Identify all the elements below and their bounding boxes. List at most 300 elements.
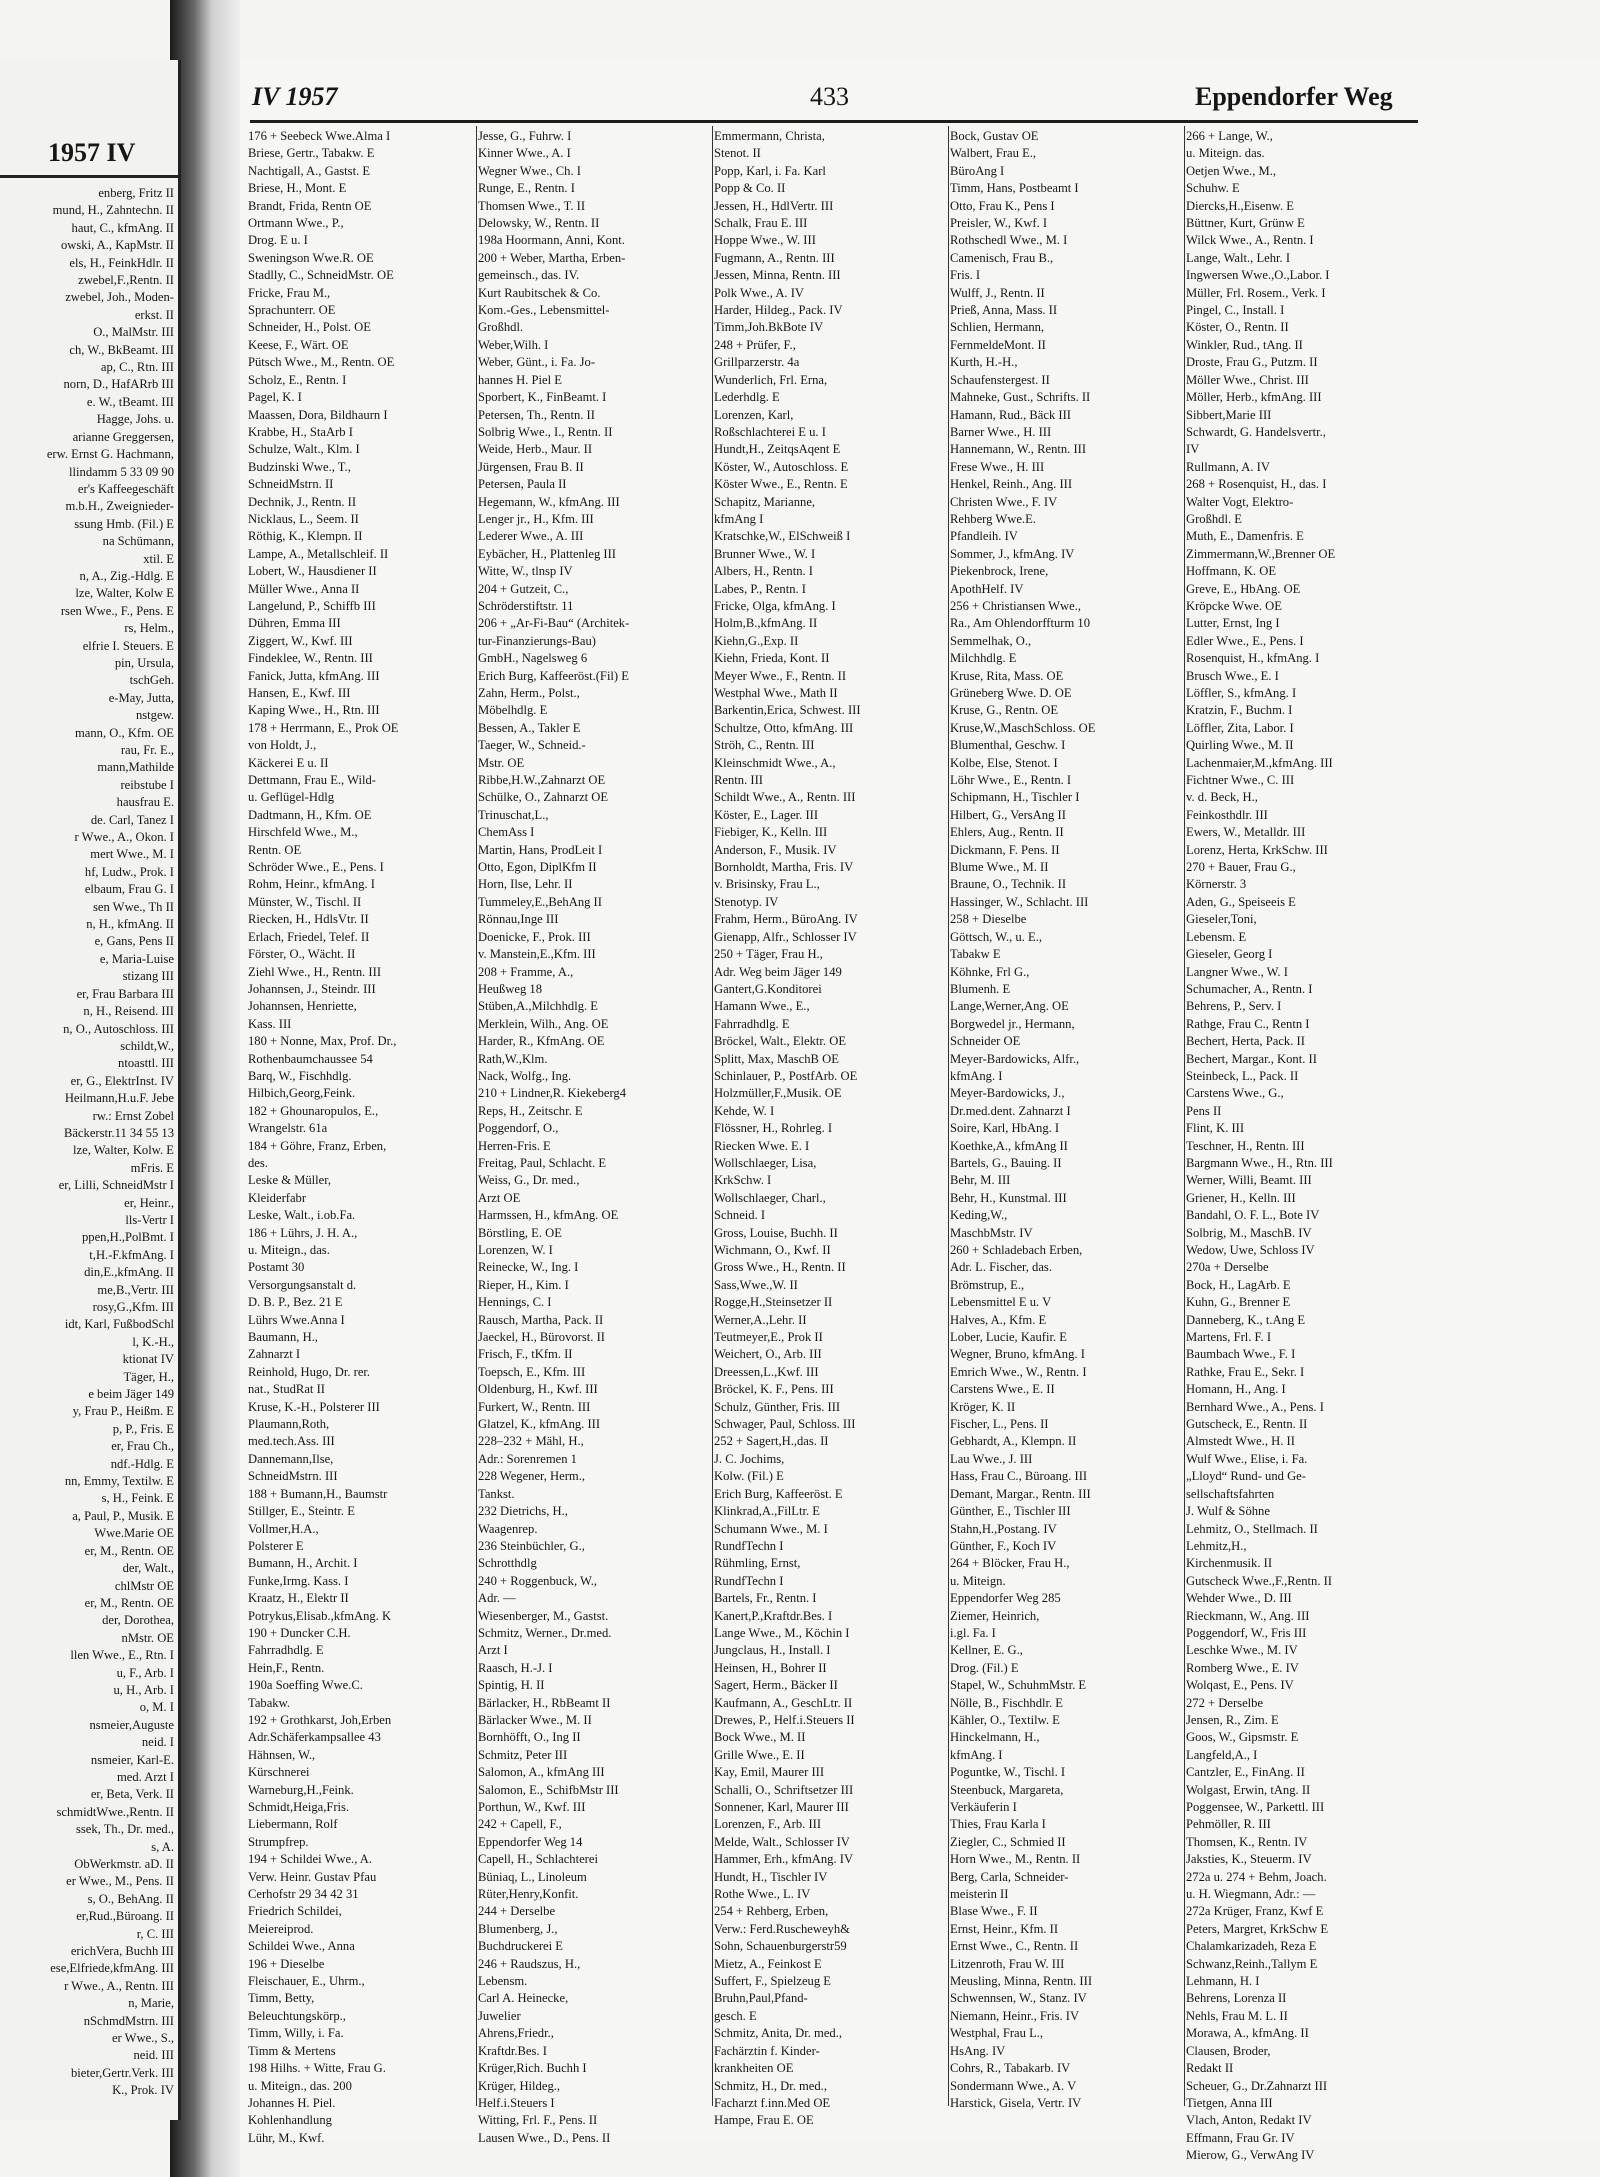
- directory-entry: Schumacher, A., Rentn. I: [1186, 981, 1313, 996]
- street-name-header: Eppendorfer Weg: [1195, 82, 1393, 111]
- directory-entry: Schalli, O., Schriftsetzer III: [714, 1782, 854, 1797]
- directory-entry: Kähler, O., Textilw. E: [950, 1712, 1060, 1727]
- directory-entry: Frisch, F., tKfm. II: [478, 1347, 573, 1362]
- directory-entry: Muth, E., Damenfris. E: [1186, 529, 1304, 544]
- directory-entry: Jensen, R., Zim. E: [1186, 1712, 1279, 1727]
- directory-entry: Petersen, Th., Rentn. II: [478, 407, 595, 422]
- directory-entry: Erlach, Friedel, Telef. II: [248, 929, 370, 944]
- directory-entry: hausfrau E.: [116, 795, 174, 810]
- directory-entry: Kruse, K.-H., Polsterer III: [248, 1399, 380, 1414]
- directory-entry: ntoasttl. III: [118, 1056, 174, 1071]
- directory-entry: 188 + Bumann,H., Baumstr: [248, 1486, 388, 1501]
- directory-entry: Wichmann, O., Kwf. II: [714, 1243, 831, 1257]
- directory-entry: Weichert, O., Arb. III: [714, 1347, 822, 1362]
- directory-entry: Fleischauer, E., Uhrm.,: [248, 1974, 365, 1989]
- directory-entry: tur-Finanzierungs-Bau): [478, 633, 596, 648]
- directory-entry: Peters, Margret, KrkSchw E: [1186, 1921, 1329, 1936]
- directory-entry: Kehde, W. I: [714, 1103, 775, 1118]
- directory-entry: 176 + Seebeck Wwe.Alma I: [248, 129, 391, 143]
- directory-entry: Hein,F., Rentn.: [248, 1660, 325, 1675]
- directory-entry: hannes H. Piel E: [478, 372, 562, 387]
- directory-entry: Kay, Emil, Maurer III: [714, 1765, 825, 1780]
- directory-entry: J. C. Jochims,: [714, 1451, 785, 1466]
- directory-entry: Dickmann, F. Pens. II: [950, 842, 1060, 857]
- directory-entry: Hassinger, W., Schlacht. III: [950, 894, 1089, 909]
- directory-entry: Hegemann, W., kfmAng. III: [478, 494, 620, 509]
- directory-entry: Henkel, Reinh., Ang. III: [950, 477, 1073, 492]
- directory-entry: Griener, H., Kelln. III: [1186, 1190, 1296, 1205]
- directory-entry: Langner Wwe., W. I: [1186, 964, 1288, 979]
- directory-entry: Röthig, K., Klempn. II: [248, 529, 363, 544]
- directory-entry: O., MalMstr. III: [93, 325, 174, 340]
- directory-entry: Doenicke, F., Prok. III: [478, 929, 591, 944]
- directory-entry: Pütsch Wwe., M., Rentn. OE: [248, 355, 395, 370]
- directory-entry: Ziegler, C., Schmied II: [950, 1834, 1066, 1849]
- directory-entry: Schildei Wwe., Anna: [248, 1939, 355, 1954]
- directory-entry: ChemAss I: [478, 825, 535, 840]
- directory-entry: Steenbuck, Margareta,: [950, 1782, 1064, 1797]
- directory-entry: Redakt II: [1186, 2061, 1234, 2076]
- directory-entry: lze, Walter, Kolw E: [75, 586, 174, 601]
- directory-entry: Rullmann, A. IV: [1186, 459, 1270, 474]
- directory-entry: u. Geflügel-Hdlg: [248, 790, 335, 805]
- directory-entry: Kiehn, Frieda, Kont. II: [714, 651, 830, 666]
- directory-entry: Rieper, H., Kim. I: [478, 1277, 569, 1292]
- directory-entry: Schwennsen, W., Stanz. IV: [950, 1991, 1087, 2006]
- directory-entry: Flint, K. III: [1186, 1121, 1245, 1136]
- directory-entry: pin, Ursula,: [114, 655, 174, 670]
- directory-entry: Dadtmann, H., Kfm. OE: [248, 807, 372, 822]
- directory-entry: Labes, P., Rentn. I: [714, 581, 806, 596]
- directory-entry: elbaum, Frau G. I: [84, 882, 174, 897]
- directory-entry: 268 + Rosenquist, H., das. I: [1186, 477, 1327, 492]
- directory-entry: Budzinski Wwe., T.,: [248, 459, 351, 474]
- directory-entry: Cerhofstr 29 34 42 31: [248, 1887, 359, 1902]
- directory-entry: Barner Wwe., H. III: [950, 424, 1052, 439]
- directory-entry: Dechnik, J., Rentn. II: [248, 494, 357, 509]
- directory-entry: Adr. Weg beim Jäger 149: [714, 964, 842, 979]
- directory-entry: Fachärztin f. Kinder-: [714, 2043, 820, 2058]
- directory-entry: Petersen, Paula II: [478, 477, 567, 492]
- directory-entry: Körnerstr. 3: [1186, 877, 1247, 892]
- directory-entry: Baumbach Wwe., F. I: [1186, 1347, 1296, 1362]
- directory-entry: Brunner Wwe., W. I: [714, 546, 816, 561]
- directory-entry: Günther, E., Tischler III: [950, 1504, 1071, 1519]
- column-1: [248, 128, 474, 2147]
- column-divider: [712, 126, 713, 2106]
- directory-entry: Kleinschmidt Wwe., A.,: [714, 755, 836, 770]
- directory-entry: Köster Wwe., E., Rentn. E: [714, 477, 848, 492]
- directory-entry: Behrens, P., Serv. I: [1186, 999, 1282, 1014]
- directory-entry: Freitag, Paul, Schlacht. E: [478, 1155, 607, 1170]
- directory-entry: Lange,Werner,Ang. OE: [950, 999, 1069, 1014]
- directory-entry: 184 + Göhre, Franz, Erben,: [248, 1138, 387, 1153]
- directory-entry: Bernhard Wwe., A., Pens. I: [1186, 1399, 1324, 1414]
- directory-entry: Weide, Herb., Maur. II: [478, 442, 593, 457]
- directory-entry: Findeklee, W., Rentn. III: [248, 651, 373, 666]
- directory-entry: IV: [1186, 442, 1200, 457]
- directory-entry: Büttner, Kurt, Grünw E: [1186, 216, 1305, 231]
- directory-entry: er, Frau Ch.,: [111, 1439, 174, 1454]
- directory-entry: Köster, W., Autoschloss. E: [714, 459, 849, 474]
- directory-entry: s, H., Feink. E: [101, 1491, 174, 1506]
- directory-entry: med. Arzt I: [116, 1769, 174, 1784]
- directory-entry: Baumann, H.,: [248, 1330, 318, 1345]
- directory-entry: Krüger,Rich. Buchh I: [478, 2061, 587, 2076]
- directory-entry: Nicklaus, L., Seem. II: [248, 511, 359, 526]
- directory-entry: J. Wulf & Söhne: [1186, 1504, 1270, 1519]
- directory-entry: Hilbich,Georg,Feink.: [248, 1086, 356, 1101]
- directory-entry: Drog. E u. I: [248, 233, 308, 248]
- directory-entry: Börstling, E. OE: [478, 1225, 562, 1240]
- directory-entry: Wulff, J., Rentn. II: [950, 285, 1045, 300]
- directory-entry: Semmelhak, O.,: [950, 633, 1032, 648]
- directory-entry: Blume Wwe., M. II: [950, 860, 1049, 875]
- directory-entry: Schrotthdlg: [478, 1556, 537, 1571]
- directory-entry: Lebensm. E: [1186, 929, 1247, 944]
- directory-entry: nsmeier,Auguste: [89, 1717, 174, 1732]
- directory-entry: ppen,H.,PolBmt. I: [81, 1230, 174, 1245]
- directory-entry: Pfandleih. IV: [950, 529, 1018, 544]
- directory-entry: u. Miteign.: [950, 1573, 1006, 1588]
- directory-entry: Teutmeyer,E., Prok II: [714, 1330, 823, 1345]
- directory-entry: Kiehn,G.,Exp. II: [714, 633, 799, 648]
- directory-entry: 248 + Prüfer, F.,: [714, 337, 796, 352]
- directory-entry: e. W., tBeamt. III: [86, 394, 174, 409]
- directory-entry: Runge, E., Rentn. I: [478, 181, 575, 196]
- directory-entry: Dr.med.dent. Zahnarzt I: [950, 1103, 1071, 1118]
- directory-entry: Potrykus,Elisab.,kfmAng. K: [248, 1608, 392, 1623]
- directory-entry: Wiesenberger, M., Gastst.: [478, 1608, 609, 1623]
- directory-entry: Droste, Frau G., Putzm. II: [1186, 355, 1318, 370]
- column-divider: [476, 126, 477, 2106]
- directory-entry: r, C. III: [136, 1926, 174, 1941]
- directory-entry: Rathge, Frau C., Rentn I: [1186, 1016, 1310, 1031]
- directory-entry: Poguntke, W., Tischl. I: [950, 1765, 1066, 1780]
- directory-entry: Trinuschat,L.,: [478, 807, 549, 822]
- directory-entry: Grillparzerstr. 4a: [714, 355, 800, 370]
- directory-entry: Wehder Wwe., D. III: [1186, 1591, 1292, 1606]
- directory-entry: Bartels, G., Bauing. II: [950, 1155, 1062, 1170]
- directory-entry: er, Frau Barbara III: [76, 986, 174, 1001]
- directory-entry: Müller Wwe., Anna II: [248, 581, 360, 596]
- directory-entry: me,B.,Vertr. III: [97, 1282, 174, 1297]
- directory-entry: Göttsch, W., u. E.,: [950, 929, 1043, 944]
- directory-entry: Schmitz, Werner., Dr.med.: [478, 1625, 612, 1640]
- directory-entry: Lobert, W., Hausdiener II: [248, 564, 377, 579]
- directory-entry: Scholz, E., Rentn. I: [248, 372, 347, 387]
- directory-entry: Ingwersen Wwe.,O.,Labor. I: [1186, 268, 1330, 283]
- directory-entry: n, Marie,: [128, 1996, 174, 2011]
- directory-entry: Reinecke, W., Ing. I: [478, 1260, 579, 1275]
- directory-entry: Stillger, E., Steintr. E: [248, 1504, 355, 1519]
- directory-entry: sen Wwe., Th II: [92, 899, 174, 914]
- directory-entry: erichVera, Buchh III: [70, 1944, 174, 1959]
- directory-entry: Steinbeck, L., Pack. II: [1186, 1068, 1299, 1083]
- directory-entry: Hilbert, G., VersAng II: [950, 807, 1066, 822]
- directory-entry: Dreessen,L.,Kwf. III: [714, 1364, 819, 1379]
- directory-entry: o, M. I: [139, 1700, 174, 1715]
- directory-entry: Lederhdlg. E: [714, 390, 780, 405]
- directory-entry: Soire, Karl, HbAng. I: [950, 1121, 1060, 1136]
- directory-entry: Lenger jr., H., Kfm. III: [478, 511, 594, 526]
- directory-entry: Kurth, H.-H.,: [950, 355, 1018, 370]
- directory-entry: e beim Jäger 149: [88, 1387, 174, 1402]
- directory-entry: Lebensmittel E u. V: [950, 1295, 1052, 1310]
- directory-entry: n, H., Reisend. III: [83, 1004, 174, 1019]
- directory-entry: lze, Walter, Kolw. E: [73, 1143, 174, 1158]
- directory-entry: Lachenmaier,M.,kfmAng. III: [1186, 755, 1333, 770]
- directory-entry: Sprachunterr. OE: [248, 303, 336, 318]
- directory-entry: Rönnau,Inge III: [478, 912, 559, 927]
- directory-entry: a, Paul, P., Musik. E: [72, 1508, 174, 1523]
- directory-entry: Stenotyp. IV: [714, 894, 779, 909]
- directory-entry: Witting, Frl. F., Pens. II: [478, 2113, 598, 2128]
- directory-entry: Jaksties, K., Steuerm. IV: [1186, 1852, 1312, 1867]
- directory-entry: Splitt, Max, MaschB OE: [714, 1051, 839, 1066]
- directory-entry: meisterin II: [950, 1887, 1009, 1902]
- directory-entry: Demant, Margar., Rentn. III: [950, 1486, 1091, 1501]
- directory-entry: Zahn, Herm., Polst.,: [478, 686, 580, 700]
- directory-entry: kfmAng. I: [950, 1747, 1003, 1762]
- directory-entry: Schmidt,Heiga,Fris.: [248, 1800, 350, 1814]
- directory-entry: Günther, F., Koch IV: [950, 1538, 1057, 1553]
- directory-entry: Glatzel, K., kfmAng. III: [478, 1417, 601, 1432]
- directory-entry: Fahrradhdlg. E: [248, 1643, 324, 1658]
- directory-entry: 200 + Weber, Martha, Erben-: [478, 250, 626, 265]
- directory-entry: Ernst, Heinr., Kfm. II: [950, 1921, 1059, 1936]
- directory-entry: Hamann Wwe., E.,: [714, 999, 810, 1014]
- directory-entry: ap, C., Rtn. III: [100, 360, 174, 375]
- directory-entry: mFris. E: [130, 1160, 174, 1175]
- directory-entry: m.b.H., Zweignieder-: [65, 499, 174, 514]
- directory-entry: Büniaq, L., Linoleum: [478, 1869, 587, 1884]
- directory-entry: Jesse, G., Fuhrw. I: [478, 129, 572, 143]
- directory-entry: llindamm 5 33 09 90: [69, 464, 174, 479]
- directory-entry: Bock Wwe., M. II: [714, 1730, 806, 1745]
- directory-entry: 240 + Roggenbuck, W.,: [478, 1573, 598, 1588]
- directory-entry: Hoffmann, K. OE: [1186, 564, 1277, 579]
- directory-entry: Anderson, F., Musik. IV: [714, 842, 837, 857]
- directory-entry: Holm,B.,kfmAng. II: [714, 616, 818, 631]
- directory-entry: Sibbert,Marie III: [1186, 407, 1272, 422]
- directory-entry: Dühren, Emma III: [248, 616, 341, 631]
- directory-entry: Rothenbaumchaussee 54: [248, 1051, 373, 1066]
- directory-entry: Wwe.Marie OE: [94, 1526, 174, 1541]
- directory-entry: Hammer, Erh., kfmAng. IV: [714, 1852, 854, 1867]
- directory-entry: Müller, Frl. Rosem., Verk. I: [1186, 285, 1326, 300]
- directory-entry: Preisler, W., Kwf. I: [950, 216, 1048, 231]
- directory-entry: Suffert, F., Spielzeug E: [714, 1974, 831, 1989]
- directory-entry: Schneider, H., Polst. OE: [248, 320, 371, 335]
- directory-entry: Strumpfrep.: [248, 1834, 309, 1849]
- directory-entry: „Lloyd“ Rund- und Ge-: [1186, 1469, 1306, 1484]
- directory-entry: nsmeier, Karl-E.: [90, 1752, 174, 1767]
- directory-entry: KrkSchw. I: [714, 1173, 772, 1188]
- directory-entry: Schaufenstergest. II: [950, 372, 1050, 387]
- directory-entry: er Wwe., M., Pens. II: [66, 1874, 174, 1889]
- directory-entry: Schuhw. E: [1186, 181, 1240, 196]
- directory-entry: Rühmling, Ernst,: [714, 1556, 801, 1571]
- directory-entry: Kellner, E. G.,: [950, 1643, 1023, 1658]
- directory-entry: s, O., BehAng. II: [87, 1891, 174, 1906]
- directory-entry: Johannsen, J., Steindr. III: [248, 981, 376, 996]
- page-number: 433: [810, 82, 849, 111]
- directory-entry: von Holdt, J.,: [248, 738, 317, 753]
- directory-entry: Schulze, Walt., Klm. I: [248, 442, 360, 457]
- directory-entry: Münster, W., Tischl. II: [248, 894, 362, 909]
- directory-entry: Solbrig Wwe., I., Rentn. II: [478, 424, 613, 439]
- directory-entry: Lausen Wwe., D., Pens. II: [478, 2130, 611, 2145]
- directory-entry: Schmitz, Anita, Dr. med.,: [714, 2026, 843, 2041]
- directory-entry: arianne Greggersen,: [72, 429, 174, 444]
- directory-entry: kfmAng. I: [950, 1068, 1003, 1083]
- directory-entry: rau, Fr. E.,: [120, 743, 174, 757]
- directory-entry: Capell, H., Schlachterei: [478, 1852, 598, 1867]
- directory-entry: mund, H., Zahntechn. II: [52, 203, 174, 218]
- directory-entry: n, O., Autoschloss. III: [63, 1021, 174, 1036]
- directory-entry: Sweningson Wwe.R. OE: [248, 250, 374, 265]
- directory-entry: idt, Karl, FußbodSchl: [64, 1317, 174, 1332]
- directory-entry: Rothe Wwe., L. IV: [714, 1887, 811, 1902]
- page-header-section: IV 1957: [252, 82, 338, 111]
- directory-entry: Timm, Betty,: [248, 1991, 315, 2006]
- directory-entry: Schinlauer, P., PostfArb. OE: [714, 1068, 858, 1083]
- directory-entry: Stahn,H.,Postang. IV: [950, 1521, 1057, 1536]
- directory-entry: Riecken, H., HdlsVtr. II: [248, 912, 369, 927]
- directory-entry: Brömstrup, E.,: [950, 1277, 1025, 1292]
- directory-entry: Kanert,P.,Kraftdr.Bes. I: [714, 1608, 833, 1623]
- directory-entry: v. Brisinsky, Frau L.,: [714, 877, 820, 892]
- directory-entry: Grille Wwe., E. II: [714, 1747, 805, 1762]
- directory-entry: Thomsen, K., Rentn. IV: [1186, 1834, 1308, 1849]
- directory-entry: mann,Mathilde: [97, 760, 174, 775]
- directory-entry: Chalamkarizadeh, Reza E: [1186, 1939, 1317, 1954]
- directory-entry: Thomsen Wwe., T. II: [478, 198, 586, 213]
- left-page-header: 1957 IV: [48, 138, 136, 167]
- directory-entry: haut, C., kfmAng. II: [71, 220, 174, 235]
- directory-entry: na Schümann,: [102, 534, 174, 549]
- directory-entry: Timm, Hans, Postbeamt I: [950, 181, 1079, 196]
- directory-entry: Frahm, Herm., BüroAng. IV: [714, 912, 858, 927]
- directory-entry: Täger, H.,: [123, 1369, 174, 1384]
- directory-entry: Lutter, Ernst, Ing I: [1186, 616, 1280, 631]
- directory-entry: norn, D., HafARrb III: [63, 377, 174, 392]
- directory-entry: Walbert, Frau E.,: [950, 146, 1037, 161]
- directory-entry: Westphal Wwe., Math II: [714, 686, 838, 700]
- directory-entry: Adr. L. Fischer, das.: [950, 1260, 1052, 1275]
- directory-entry: Ziehl Wwe., H., Rentn. III: [248, 964, 382, 979]
- directory-entry: 266 + Lange, W.,: [1186, 129, 1273, 143]
- directory-entry: Winkler, Rud., tAng. II: [1186, 337, 1303, 352]
- directory-entry: Bartels, Fr., Rentn. I: [714, 1591, 817, 1606]
- directory-entry: bieter,Gertr.Verk. III: [71, 2065, 174, 2080]
- directory-entry: Jessen, H., HdlVertr. III: [714, 198, 834, 213]
- directory-entry: Waagenrep.: [478, 1521, 538, 1536]
- directory-entry: Brusch Wwe., E. I: [1186, 668, 1279, 683]
- directory-entry: Kolbe, Else, Stenot. I: [950, 755, 1058, 770]
- directory-entry: Köster, E., Lager. III: [714, 807, 819, 822]
- directory-entry: Adr. —: [478, 1591, 516, 1606]
- column-4: [950, 128, 1182, 2112]
- directory-entry: Diercks,H.,Eisenw. E: [1186, 198, 1294, 213]
- directory-entry: Borgwedel jr., Hermann,: [950, 1016, 1075, 1031]
- directory-entry: Kass. III: [248, 1016, 292, 1031]
- directory-entry: Bruhn,Paul,Pfand-: [714, 1991, 808, 2006]
- directory-entry: Kinner Wwe., A. I: [478, 146, 571, 161]
- directory-entry: Gantert,G.Konditorei: [714, 981, 822, 996]
- directory-entry: Emrich Wwe., W., Rentn. I: [950, 1364, 1087, 1379]
- directory-entry: Schalk, Frau E. III: [714, 216, 808, 231]
- directory-entry: Lange Wwe., M., Köchin I: [714, 1625, 850, 1640]
- directory-entry: Hamann, Rud., Bäck III: [950, 407, 1072, 422]
- directory-entry: Liebermann, Rolf: [248, 1817, 338, 1832]
- directory-entry: Salomon, A., kfmAng III: [478, 1765, 605, 1780]
- directory-entry: Schröder Wwe., E., Pens. I: [248, 860, 384, 875]
- directory-entry: 272a u. 274 + Behm, Joach.: [1186, 1869, 1327, 1884]
- directory-entry: 208 + Framme, A.,: [478, 964, 574, 979]
- directory-entry: Sass,Wwe.,W. II: [714, 1277, 798, 1292]
- directory-entry: Lehmann, H. I: [1186, 1974, 1260, 1989]
- directory-entry: Löffler, Zita, Labor. I: [1186, 720, 1294, 735]
- directory-entry: ssung Hmb. (Fil.) E: [74, 516, 174, 531]
- directory-entry: 252 + Sagert,H.,das. II: [714, 1434, 829, 1449]
- directory-entry: nn, Emmy, Textilw. E: [64, 1474, 174, 1489]
- directory-entry: Rogge,H.,Steinsetzer II: [714, 1295, 833, 1310]
- directory-entry: Johannsen, Henriette,: [248, 999, 357, 1014]
- directory-entry: Heilmann,H.u.F. Jebe: [64, 1091, 174, 1106]
- directory-entry: Edler Wwe., E., Pens. I: [1186, 633, 1304, 648]
- directory-entry: Ziemer, Heinrich,: [950, 1608, 1040, 1623]
- directory-entry: Bröckel, Walt., Elektr. OE: [714, 1034, 847, 1049]
- directory-entry: Lehmitz,H.,: [1186, 1538, 1247, 1553]
- directory-entry: 228–232 + Mähl, H.,: [478, 1434, 584, 1449]
- directory-entry: Ehlers, Aug., Rentn. II: [950, 825, 1064, 840]
- directory-entry: Jungclaus, H., Install. I: [714, 1643, 831, 1658]
- directory-entry: Hoppe Wwe., W. III: [714, 233, 816, 248]
- directory-entry: Carl A. Heinecke,: [478, 1991, 569, 2006]
- directory-entry: Wegner, Bruno, kfmAng. I: [950, 1347, 1085, 1362]
- directory-entry: Helf.i.Steuers I: [478, 2095, 555, 2110]
- directory-entry: Jaeckel, H., Bürovorst. II: [478, 1330, 605, 1345]
- directory-entry: Funke,Irmg. Kass. I: [248, 1573, 349, 1588]
- directory-entry: Almstedt Wwe., H. II: [1186, 1434, 1295, 1449]
- directory-entry: Feinkosthdlr. III: [1186, 807, 1268, 822]
- directory-entry: Schumann Wwe., M. I: [714, 1521, 828, 1536]
- directory-entry: Bechert, Margar., Kont. II: [1186, 1051, 1317, 1066]
- directory-entry: Rosenquist, H., kfmAng. I: [1186, 651, 1320, 666]
- directory-entry: Vollmer,H.A.,: [248, 1521, 319, 1536]
- directory-entry: Wolqast, E., Pens. IV: [1186, 1678, 1294, 1693]
- directory-entry: 242 + Capell, F.,: [478, 1817, 562, 1832]
- directory-entry: 228 Wegener, Herm.,: [478, 1469, 586, 1484]
- directory-entry: tschGeh.: [129, 673, 174, 688]
- directory-entry: Wollschlaeger, Charl.,: [714, 1190, 826, 1205]
- directory-entry: Pehmöller, R. III: [1186, 1817, 1271, 1832]
- directory-entry: Carstens Wwe., E. II: [950, 1382, 1055, 1397]
- directory-entry: SchneidMstrn. III: [248, 1469, 338, 1484]
- directory-entry: Pagel, K. I: [248, 390, 302, 405]
- directory-entry: Kraatz, H., Elektr II: [248, 1591, 349, 1606]
- directory-entry: Wedow, Uwe, Schloss IV: [1186, 1243, 1315, 1257]
- directory-entry: Rothschedl Wwe., M. I: [950, 233, 1068, 248]
- directory-entry: Stenot. II: [714, 146, 761, 161]
- directory-entry: rs, Helm.,: [124, 621, 174, 636]
- directory-entry: Kaping Wwe., H., Rtn. III: [248, 703, 380, 718]
- left-page-fragment: [0, 60, 181, 2120]
- directory-entry: Hundt,H., ZeitqsAqent E: [714, 442, 841, 457]
- directory-entry: ch, W., BkBeamt. III: [69, 342, 174, 357]
